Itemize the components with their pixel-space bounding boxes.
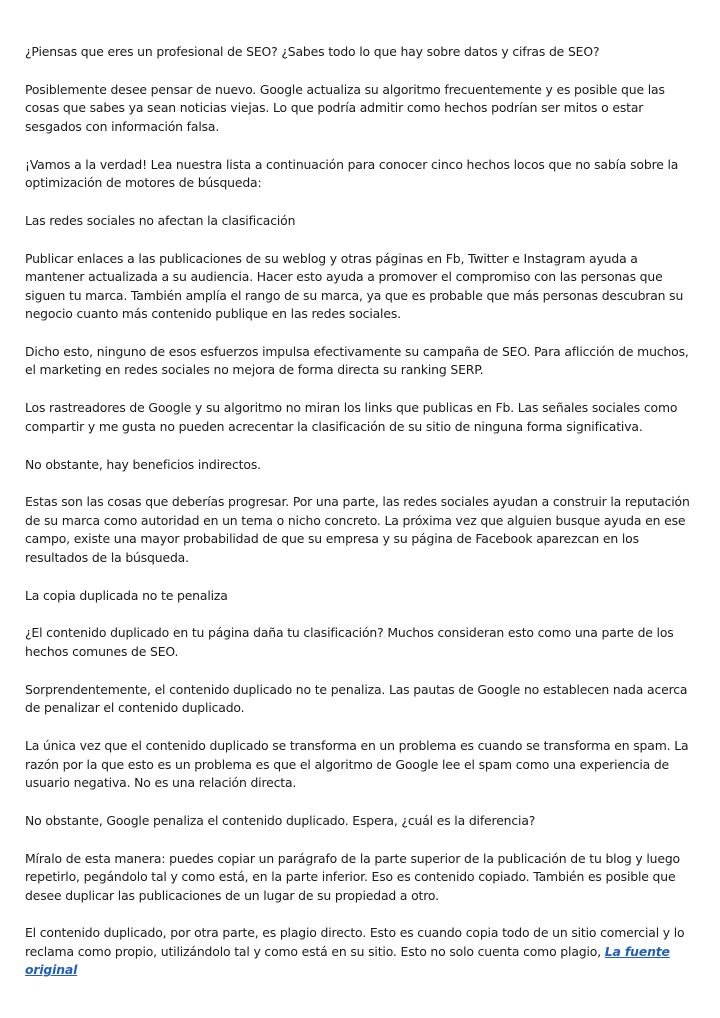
section-heading: La copia duplicada no te penaliza bbox=[25, 587, 228, 603]
paragraph: ¡Vamos a la verdad! Lea nuestra lista a continuación para conocer cinco hechos locos que no sabía sobre la optimización de motores de búsqueda: bbox=[25, 156, 679, 191]
paragraph: Estas son las cosas que deberías progresar. Por una parte, las redes sociales ayudan a construir la reputación de su marca como autoridad en un tema o nicho concreto. La próxima vez que alguien busque ayuda en ese campo, existe una mayor probabilidad de que su empresa y su página de Facebook aparezcan en los resultados de la búsqueda. bbox=[25, 494, 690, 565]
paragraph: Posiblemente desee pensar de nuevo. Google actualiza su algoritmo frecuentemente y es posible que las cosas que sabes ya sean noticias viejas. Lo que podría admitir como hechos podrían ser mitos o estar sesgados con información falsa. bbox=[25, 81, 665, 134]
paragraph: No obstante, hay beneficios indirectos. bbox=[25, 456, 261, 472]
source-link[interactable]: La fuente original bbox=[25, 943, 670, 978]
last-paragraph bbox=[25, 924, 697, 980]
paragraph: Míralo de esta manera: puedes copiar un parágrafo de la parte superior de la publicación de tu blog y luego repetirlo, pegándolo tal y como está, en la parte inferior. Eso es contenido copiado. También es posible que desee duplicar las publicaciones de un lugar de su propiedad a otro. bbox=[25, 850, 680, 903]
paragraph: ¿Piensas que eres un profesional de SEO? ¿Sabes todo lo que hay sobre datos y cifras de SEO? bbox=[25, 44, 600, 59]
paragraph: Publicar enlaces a las publicaciones de su weblog y otras páginas en Fb, Twitter e Instagram ayuda a mantener actualizada a su audiencia. Hacer esto ayuda a promover el compromiso con las personas que siguen tu marca. También amplía el rango de su marca, ya que es probable que más personas descubran su negocio cuanto más contenido publique en las redes sociales. bbox=[25, 250, 684, 322]
last-paragraph-text: El contenido duplicado, por otra parte, es plagio directo. Esto es cuando copia todo de un sitio comercial y lo reclama como propio, utilizándolo tal y como está en su sitio. Esto no solo cuenta como plagio, bbox=[25, 925, 685, 959]
paragraph: Sorprendentemente, el contenido duplicado no te penaliza. Las pautas de Google no establecen nada acerca de penalizar el contenido duplicado. bbox=[25, 681, 688, 716]
paragraph: Dicho esto, ninguno de esos esfuerzos impulsa efectivamente su campaña de SEO. Para aflicción de muchos, el marketing en redes sociales no mejora de forma directa su ranking SERP. bbox=[25, 343, 689, 378]
section-heading: Las redes sociales no afectan la clasificación bbox=[25, 212, 296, 228]
paragraph: Los rastreadores de Google y su algoritmo no miran los links que publicas en Fb. Las señales sociales como compartir y me gusta no pueden acrecentar la clasificación de su sitio de ninguna forma significativa. bbox=[25, 400, 678, 434]
paragraph: La única vez que el contenido duplicado se transforma en un problema es cuando se transforma en spam. La razón por la que esto es un problema es que el algoritmo de Google lee el spam como una experiencia de usuario negativa. No es una relación directa. bbox=[25, 738, 689, 791]
document-body bbox=[25, 43, 697, 999]
paragraph: No obstante, Google penaliza el contenido duplicado. Espera, ¿cuál es la diferencia? bbox=[25, 812, 536, 828]
paragraph: ¿El contenido duplicado en tu página daña tu clasificación? Muchos consideran esto como una parte de los hechos comunes de SEO. bbox=[25, 625, 674, 659]
